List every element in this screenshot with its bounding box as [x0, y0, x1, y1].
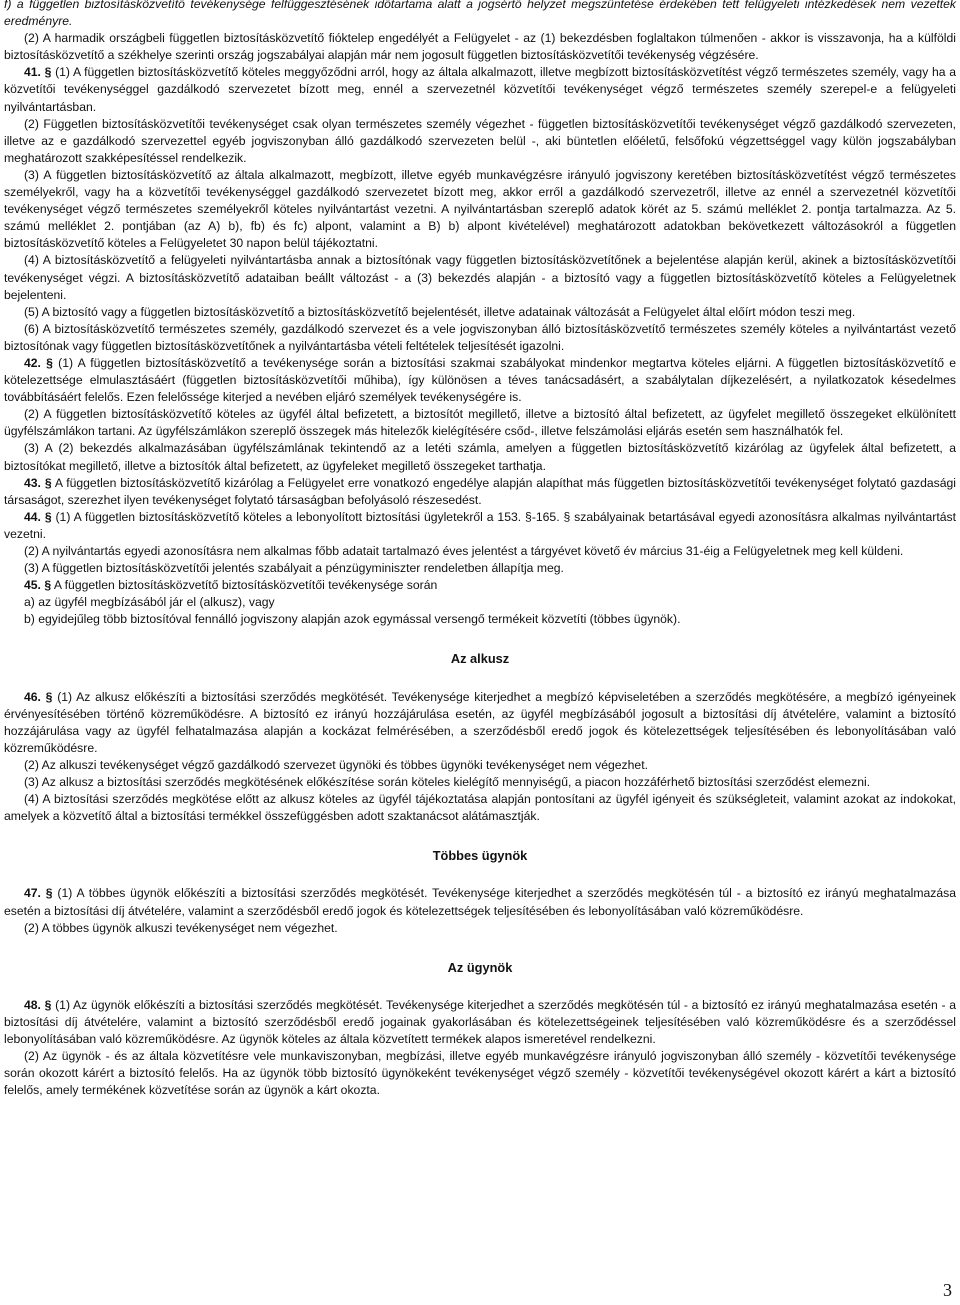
section-41-number: 41. §	[24, 65, 52, 80]
section-45-number: 45. §	[24, 578, 52, 593]
paragraph-44-3: (3) A független biztosításközvetítői jelentés szabályait a pénzügyminiszter rendeletben állapítja meg.	[24, 561, 564, 576]
paragraph-41-2: (2) Független biztosításközvetítői tevékenységet csak olyan természetes személy végezhet - független biztosításközvetítői tevékenységet végző gazdálkodó szervezeten, illetve az e gazdálkodó szervezettel egyéb jogviszonyban álló gazdálkodó szervezeten belül -, aki büntetlen előéletű, felsőfokú végzettséggel vagy külön jogszabályban meghatározott szakképesítéssel rendelkezik.	[4, 116, 956, 165]
paragraph-41-4: (4) A biztosításközvetítő a felügyeleti nyilvántartásba annak a biztosítónak vagy független biztosításközvetítőnek a bejelentése alapján kerül, akinek a biztosításközvetítői tevékenységet végzi. A biztosításközvetítő adataiban beállt változást - a (3) bekezdés alapján - a biztosító vagy a független biztosításközvetítő köteles a Felügyeletnek bejelenteni.	[4, 253, 956, 302]
paragraph-46-4: (4) A biztosítási szerződés megkötése előtt az alkusz köteles az ügyfél tájékoztatása alapján pontosítani az ügyfél igényeit és szükségleteit, valamint azokat az indokokat, amelyek a közvetítő által a biztosítási termékkel összefüggésben adott szaktanácsot alátámasztják.	[4, 792, 956, 824]
section-47-number: 47. §	[24, 886, 53, 901]
paragraph-41-1	[4, 64, 956, 115]
section-44-p1-text: (1) A független biztosításközvetítő köteles a lebonyolított biztosítási ügyletekről a 153. §-165. § szabályainak betartásával egyedi azonosításra alkalmas nyilvántartást vezetni.	[4, 509, 956, 541]
item-f-text: f) a független biztosításközvetítő tevékenysége felfüggesztésének időtartama alatt a jogsértő helyzet megszüntetése érdekében tett felügyeleti intézkedések nem vezettek eredményre.	[4, 0, 956, 29]
heading-tobbes-ugynok: Többes ügynök	[432, 848, 528, 864]
paragraph-46-3: (3) Az alkusz a biztosítási szerződés megkötésének előkészítése során köteles kielégítő mennyiségű, a piacon hozzáférhető biztosítási szerződést elemezni.	[24, 775, 871, 790]
section-46-number: 46. §	[24, 689, 53, 704]
paragraph-45-a: a) az ügyfél megbízásából jár el (alkusz), vagy	[24, 595, 275, 610]
paragraph-45-b: b) egyidejűleg több biztosítóval fennálló jogviszony alapján azok egymással versengő termékeit közvetíti (többes ügynök).	[24, 612, 681, 627]
section-44-number: 44. §	[24, 509, 52, 524]
paragraph-48-1	[4, 997, 956, 1048]
section-42-p1-text: (1) A független biztosításközvetítő a tevékenysége során a biztosítási szakmai szabályokat mindenkor megtartva köteles eljárni. A független biztosításközvetítő e kötelezettsége elmulasztásáért (független biztosításközvetítői műhiba), így különösen a téves tanácsadásért, a szabálytalan díjkezelésért, a nyilatkozatok késedelmes továbbításáért felelős. Ezen felelőssége kiterjed a nevében eljáró személyek tevékenységére is.	[4, 355, 956, 405]
paragraph-47-2: (2) A többes ügynök alkuszi tevékenységet nem végezhet.	[24, 920, 338, 935]
section-45-text: A független biztosításközvetítő biztosításközvetítői tevékenysége során	[51, 578, 438, 593]
paragraph-45	[4, 577, 956, 594]
section-46-p1-text: (1) Az alkusz előkészíti a biztosítási szerződés megkötését. Tevékenysége kiterjedhet a megbízó képviseletében a szerződés megkötésére, a megbízó igényeinek érvényesítésében történő közreműködésre. A biztosító ez irányú hozzájárulása esetén, az ügyfél megbízásából jogosult a biztosítási díj átvételére, valamint a biztosító hozzájárulása vagy az ügyfél felhatalmazása alapján a kockázat felmérésében, a szerződésből eredő jogok és kötelezettségek teljesítésében és lebonyolításában való közreműködésre.	[4, 689, 956, 755]
section-41-p1-text: (1) A független biztosításközvetítő köteles meggyőződni arról, hogy az általa alkalmazott, illetve megbízott biztosításközvetítést végző természetes személy, vagy ha a közvetítői tevékenységgel gazdálkodó szervezetet bízott meg, ennél a szervezetnél közvetítői tevékenységet végző természetes személy szerepel-e a felügyeleti nyilvántartásban.	[4, 65, 956, 114]
paragraph-40-2: (2) A harmadik országbeli független biztosításközvetítő fióktelep engedélyét a Felügyelet - az (1) bekezdésben foglaltakon túlmenően - akkor is visszavonja, ha a külföldi biztosításközvetítő a székhelye szerinti ország jogszabályai alapján már nem jogosult független biztosításközvetítői tevékenység végzésére.	[4, 31, 956, 63]
paragraph-41-3: (3) A független biztosításközvetítő az általa alkalmazott, megbízott, illetve egyéb munkavégzésre irányuló jogviszony keretében biztosításközvetítést végző természetes személyekről, vagy ha a közvetítői tevékenységgel gazdálkodó szervezetet bízott meg, akkor erről a gazdálkodó szervezetről, illetve az ennél a szervezetnél közvetítői tevékenységet végző természetes személyekről köteles nyilvántartást vezetni. A nyilvántartásban szereplő adatok körét az 5. számú melléklet 2. pontja tartalmazza. Az 5. számú melléklet 2. pontjában (az A) b), fb) és fc) alpont, valamint a B) b) alpont kivételével) meghatározott adatokban bekövetkezett változásokról a független biztosításközvetítő köteles a Felügyeletet 30 napon belül tájékoztatni.	[4, 167, 956, 251]
paragraph-42-3: (3) A (2) bekezdés alkalmazásában ügyfélszámlának tekintendő az a letéti számla, amelyen a független biztosításközvetítő kizárólag az ügyfelek által befizetett, a biztosítókat megillető, illetve a biztosítók által befizetett, az ügyfeleket megillető összegeket tarthatja.	[4, 441, 956, 473]
section-47-p1-text: (1) A többes ügynök előkészíti a biztosítási szerződés megkötését. Tevékenysége kiterjedhet a szerződés megkötésén túl - a biztosító ez irányú meghatalmazása esetén a biztosítási díj átvételére, valamint a szerződésből eredő jogok és kötelezettségek teljesítésében és lebonyolításában való közreműködésre.	[4, 886, 957, 918]
paragraph-46-1	[4, 689, 956, 757]
section-48-p1-text: (1) Az ügynök előkészíti a biztosítási szerződés megkötését. Tevékenysége kiterjedhet a szerződés megkötésén túl - a biztosító ez irányú meghatalmazása esetén - a biztosítási díj átvételére, valamint a biztosító szerződésből eredő jogainak gyakorlásában és kötelezettségeinek teljesítésében való közreműködésre és a szerződéssel lebonyolításában való közreműködésre. Az ügynök köteles az általa közvetített termékek alapos ismeretével rendelkezni.	[4, 997, 956, 1046]
paragraph-41-6: (6) A biztosításközvetítő természetes személy, gazdálkodó szervezet és a vele jogviszonyban álló biztosításközvetítő természetes személy köteles a nyilvántartást vezető biztosítónak vagy független biztosításközvetítőnek a nyilvántartásba vételi feltételek teljesítését igazolni.	[4, 321, 956, 353]
page-number: 3	[943, 1279, 952, 1300]
paragraph-f	[4, 0, 956, 30]
section-43-number: 43. §	[24, 475, 52, 490]
paragraph-43	[4, 475, 956, 509]
paragraph-42-1	[4, 355, 956, 406]
heading-ugynok: Az ügynök	[447, 959, 513, 975]
heading-alkusz: Az alkusz	[450, 651, 510, 667]
section-43-text: A független biztosításközvetítő kizárólag a Felügyelet erre vonatkozó engedélye alapján alapíthat más független biztosításközvetítői tevékenységet folytató gazdasági társaságot, szerezhet ilyen tevékenységet folytató társaságban befolyásoló részesedést.	[4, 475, 956, 507]
paragraph-46-2: (2) Az alkuszi tevékenységet végző gazdálkodó szervezet ügynöki és többes ügynöki tevékenységet nem végezhet.	[24, 757, 648, 772]
section-42-number: 42. §	[24, 355, 53, 370]
paragraph-47-1	[4, 885, 956, 919]
document-body	[4, 0, 956, 1099]
paragraph-44-1	[4, 509, 956, 543]
paragraph-41-5: (5) A biztosító vagy a független biztosításközvetítő a biztosításközvetítő bejelentését, illetve adatainak változását a Felügyelet által előírt módon teszi meg.	[24, 304, 856, 319]
paragraph-42-2: (2) A független biztosításközvetítő köteles az ügyfél által befizetett, a biztosítót megillető, illetve a biztosító által befizetett, az ügyfelet megillető összegeket elkülönített ügyfélszámlákon tartani. Az ügyfélszámlákon szereplő összegek más hitelezők kielégítésére csőd-, illetve felszámolási eljárás esetén sem használhatók fel.	[4, 407, 956, 439]
paragraph-44-2: (2) A nyilvántartás egyedi azonosításra nem alkalmas főbb adatait tartalmazó éves jelentést a tárgyévet követő év március 31-éig a Felügyeletnek meg kell küldeni.	[24, 544, 904, 558]
section-48-number: 48. §	[24, 997, 52, 1012]
paragraph-48-2: (2) Az ügynök - és az általa közvetítésre vele munkaviszonyban, megbízási, illetve egyéb munkavégzésre irányuló jogviszonyban álló személy - közvetítői tevékenysége során okozott kárért a biztosító felelős. Ha az ügynök több biztosító ügynökeként tevékenységet végző személy - közvetítői tevékenységével okozott kárért a kárt a biztosító felelős, amely termékének közvetítése során az ügynök a kárt okozta.	[4, 1049, 956, 1098]
